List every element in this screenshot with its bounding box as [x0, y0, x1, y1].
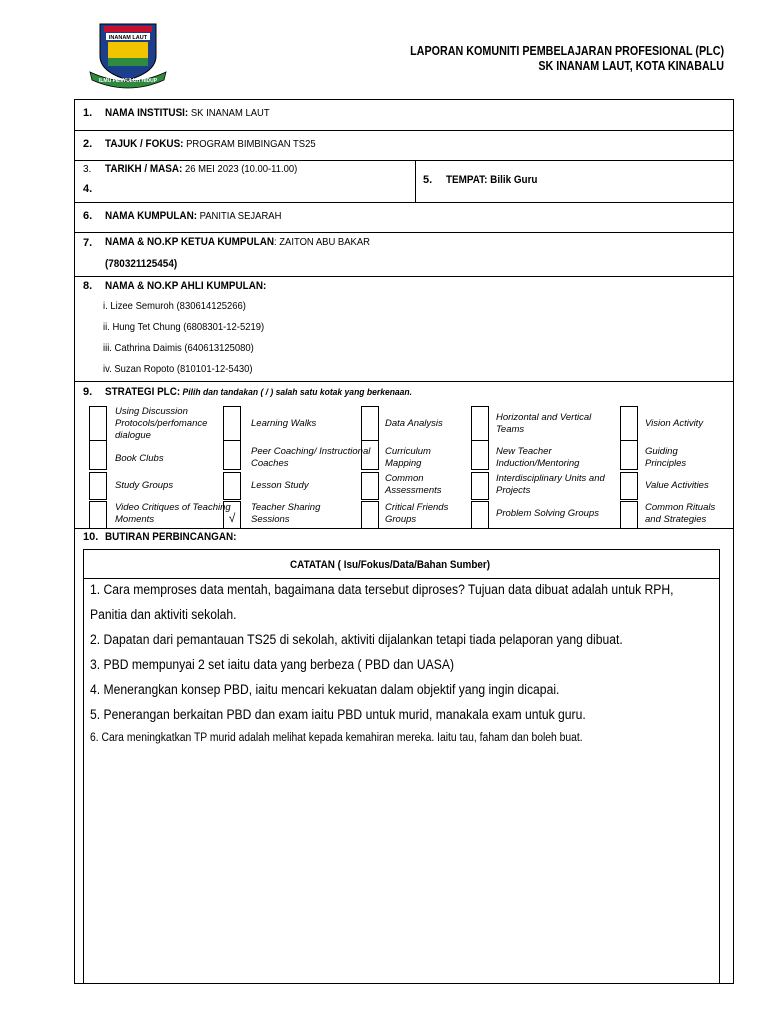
- strategy-option: Using Discussion Protocols/perfomance dialogue: [115, 406, 208, 441]
- members-label: NAMA & NO.KP AHLI KUMPULAN:: [105, 280, 267, 292]
- institution-value: SK INANAM LAUT: [188, 107, 270, 119]
- discussion-label: BUTIRAN PERBINCANGAN:: [105, 531, 237, 543]
- venue-label: TEMPAT: Bilik Guru: [446, 174, 538, 186]
- strategy-option: Common Rituals and Strategies: [645, 502, 716, 525]
- field-number: 10.: [83, 531, 99, 543]
- row-members: [75, 277, 733, 382]
- strategy-option: Data Analysis: [385, 418, 443, 429]
- strategy-checkbox[interactable]: [361, 501, 379, 529]
- school-crest-icon: [86, 20, 170, 90]
- strategy-label: STRATEGI PLC:: [105, 386, 181, 398]
- strategy-checkbox[interactable]: [620, 472, 638, 500]
- strategy-option: Interdisciplinary Units and Projects: [496, 473, 605, 496]
- strategy-option: Peer Coaching/ Instructional Coaches: [251, 446, 371, 469]
- strategy-checkbox[interactable]: [89, 501, 107, 529]
- strategy-checkbox-checked[interactable]: √: [223, 501, 241, 529]
- strategy-option: Learning Walks: [251, 418, 317, 429]
- group-label: NAMA KUMPULAN:: [105, 210, 198, 222]
- report-form: [74, 99, 734, 984]
- strategy-option: Lesson Study: [251, 480, 309, 491]
- note-line: 1. Cara memproses data mentah, bagaimana data tersebut diproses? Tujuan data dibuat adalah untuk RPH,: [90, 582, 674, 597]
- field-number: 9.: [83, 386, 93, 398]
- strategy-option: Critical Friends Groups: [385, 502, 449, 525]
- strategy-checkbox[interactable]: [471, 501, 489, 529]
- strategy-option: Problem Solving Groups: [496, 508, 599, 519]
- strategy-option: Horizontal and Vertical Teams: [496, 412, 592, 435]
- strategy-checkbox[interactable]: [223, 440, 241, 470]
- leader-value: : ZAITON ABU BAKAR: [274, 236, 370, 248]
- strategy-checkbox[interactable]: [89, 406, 107, 441]
- note-line: 3. PBD mempunyai 2 set iaitu data yang berbeza ( PBD dan UASA): [90, 657, 455, 672]
- member-item: ii. Hung Tet Chung (6808301-12-5219): [103, 321, 265, 333]
- row-date-venue: [75, 161, 733, 203]
- leader-label: NAMA & NO.KP KETUA KUMPULAN: [105, 236, 275, 248]
- strategy-checkbox[interactable]: [620, 501, 638, 529]
- strategy-option: New Teacher Induction/Mentoring: [496, 446, 580, 469]
- field-number: 1.: [83, 107, 93, 119]
- strategy-checkbox[interactable]: [620, 440, 638, 470]
- note-line: Panitia dan aktiviti sekolah.: [90, 607, 237, 622]
- notes-title: CATATAN ( Isu/Fokus/Data/Bahan Sumber): [290, 559, 491, 571]
- strategy-checkbox[interactable]: [361, 472, 379, 500]
- header-title: LAPORAN KOMUNITI PEMBELAJARAN PROFESIONAL (PLC): [410, 44, 724, 58]
- strategy-option: Vision Activity: [645, 418, 704, 429]
- strategy-checkbox[interactable]: [223, 406, 241, 441]
- focus-value: PROGRAM BIMBINGAN TS25: [183, 138, 316, 150]
- field-number: 4.: [83, 183, 93, 195]
- report-header: [410, 44, 724, 74]
- field-number: 6.: [83, 210, 93, 222]
- row-institution: [75, 100, 733, 131]
- strategy-checkbox[interactable]: [361, 440, 379, 470]
- institution-label: NAMA INSTITUSI:: [105, 107, 189, 119]
- strategy-checkbox[interactable]: [471, 406, 489, 441]
- strategy-checkbox[interactable]: [223, 472, 241, 500]
- strategy-option: Guiding Principles: [645, 446, 687, 469]
- strategy-checkbox[interactable]: [89, 472, 107, 500]
- header-school: SK INANAM LAUT, KOTA KINABALU: [538, 59, 724, 73]
- note-line: 2. Dapatan dari pemantauan TS25 di sekolah, aktiviti dijalankan tetapi tiada pelaporan yang dibuat.: [90, 632, 623, 647]
- field-number: 3.: [83, 164, 92, 175]
- strategy-checkbox[interactable]: [361, 406, 379, 441]
- member-item: i. Lizee Semuroh (830614125266): [103, 300, 246, 312]
- row-focus: [75, 131, 733, 161]
- row-leader: [75, 233, 733, 277]
- leader-ic: (780321125454): [105, 258, 178, 270]
- field-number: 5.: [423, 174, 433, 186]
- logo-motto: ILMU PENYULUH HIDUP: [98, 78, 158, 84]
- strategy-checkbox[interactable]: [620, 406, 638, 441]
- row-group: [75, 203, 733, 233]
- strategy-option: Study Groups: [115, 480, 174, 491]
- group-value: PANITIA SEJARAH: [197, 210, 282, 222]
- field-number: 8.: [83, 280, 93, 292]
- strategy-checkbox[interactable]: [89, 440, 107, 470]
- strategy-option: Book Clubs: [115, 453, 164, 464]
- strategy-checkbox[interactable]: [471, 472, 489, 500]
- field-number: 2.: [83, 138, 93, 150]
- strategy-instruction: Pilih dan tandakan ( / ) salah satu kotak yang berkenaan.: [180, 387, 413, 398]
- strategy-option: Value Activities: [645, 480, 709, 491]
- strategy-option: Teacher Sharing Sessions: [251, 502, 321, 525]
- logo-name: INANAM LAUT: [108, 35, 148, 41]
- notes-section: [83, 549, 720, 983]
- note-line: 5. Penerangan berkaitan PBD dan exam iaitu PBD untuk murid, manakala exam untuk guru.: [90, 707, 586, 722]
- focus-label: TAJUK / FOKUS:: [105, 138, 184, 150]
- note-line: 4. Menerangkan konsep PBD, iaitu mencari kekuatan dalam objektif yang ingin dicapai.: [90, 682, 560, 697]
- note-line: 6. Cara meningkatkan TP murid adalah melihat kepada kemahiran mereka. Iaitu tau, faham dan boleh buat.: [90, 732, 583, 744]
- member-item: iv. Suzan Ropoto (810101-12-5430): [103, 363, 253, 375]
- field-number: 7.: [83, 237, 93, 249]
- member-item: iii. Cathrina Daimis (640613125080): [103, 342, 254, 354]
- column-divider: [415, 161, 416, 202]
- strategy-option: Video Critiques of Teaching Moments: [115, 502, 231, 525]
- strategy-option: Common Assessments: [385, 473, 442, 496]
- strategy-option: Curriculum Mapping: [385, 446, 431, 469]
- date-label: TARIKH / MASA:: [105, 163, 183, 175]
- row-strategies: [75, 382, 733, 529]
- strategy-checkbox[interactable]: [471, 440, 489, 470]
- date-value: 26 MEI 2023 (10.00-11.00): [182, 163, 298, 175]
